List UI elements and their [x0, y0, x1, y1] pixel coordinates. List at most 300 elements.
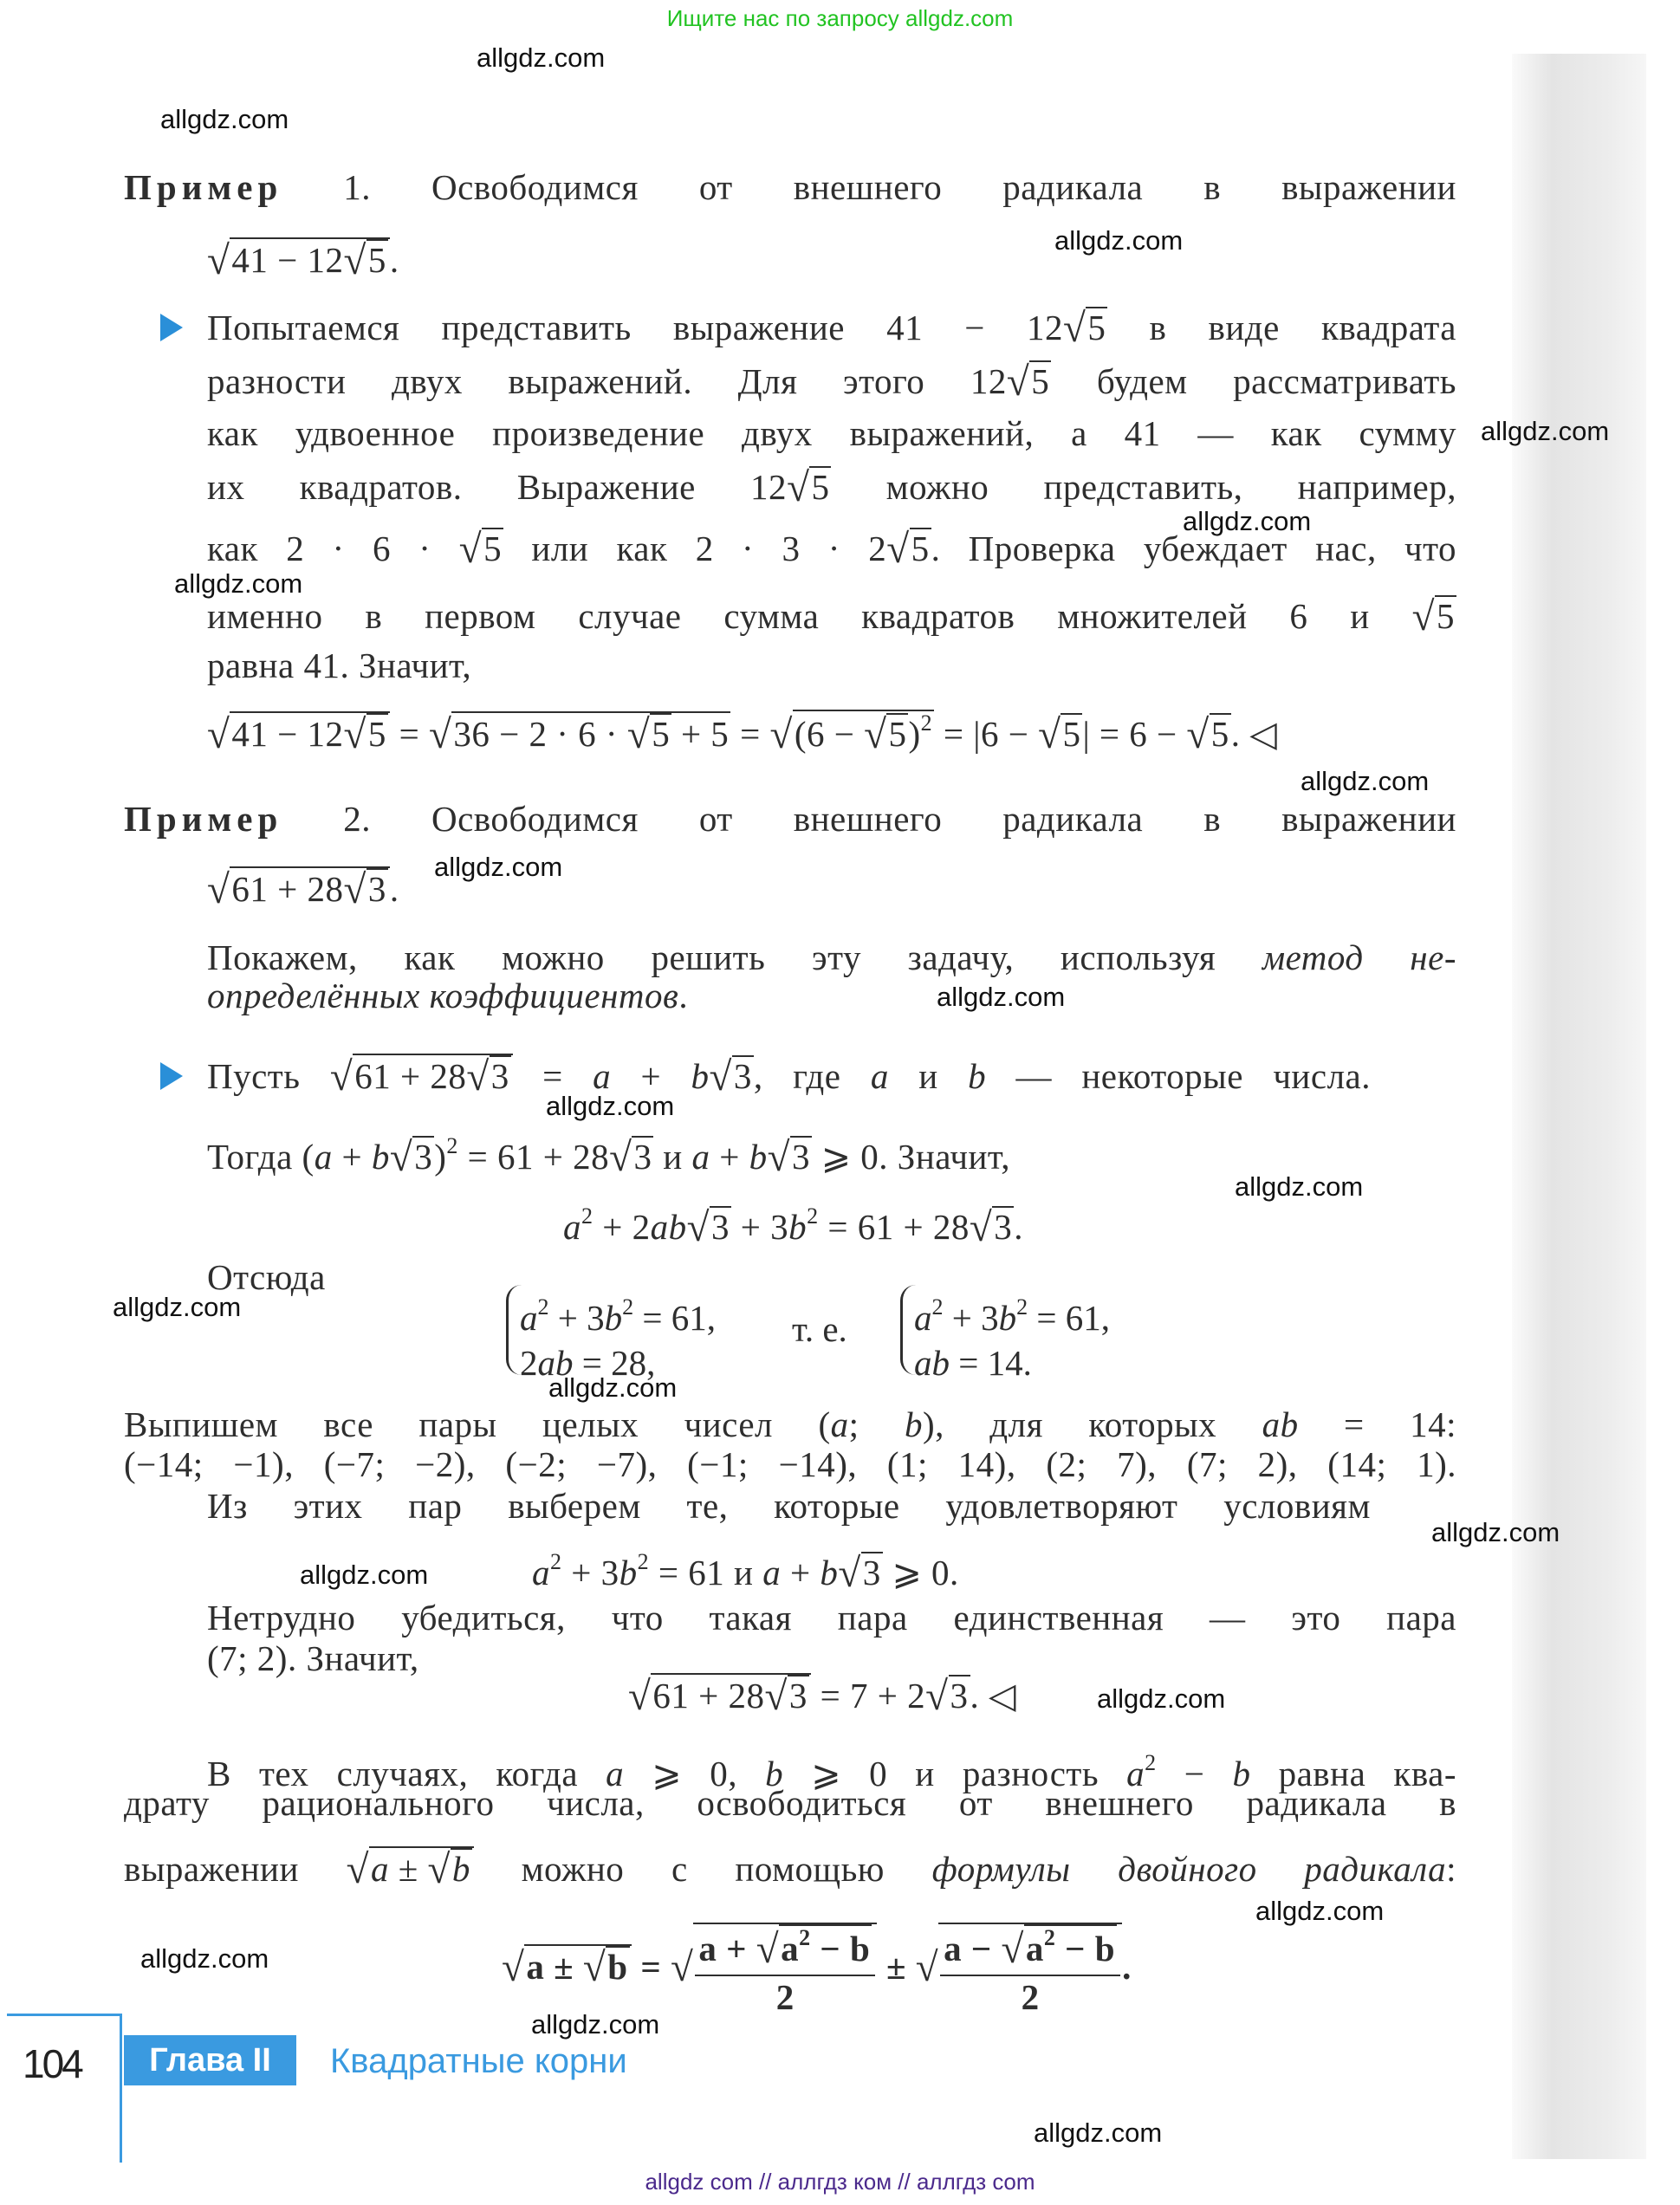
square-root [1063, 303, 1107, 353]
text-run: 5 [1031, 361, 1050, 401]
watermark: allgdz.com [1034, 2117, 1163, 2148]
footer-note: allgdz com // аллгдз ком // аллгдз com [645, 2169, 1035, 2195]
radical-sign-icon: √ [756, 1927, 780, 1972]
text-run: . [389, 240, 399, 280]
text-line [124, 1779, 1456, 1827]
system-equation [914, 1285, 1110, 1340]
text-run: 5 [483, 529, 503, 568]
text-line [207, 710, 1277, 759]
text-run: Из этих пар выберем те, которые удовлетворяют условиям [207, 1486, 1371, 1526]
radical-sign-icon: √ [427, 1847, 451, 1892]
watermark: allgdz.com [160, 104, 289, 134]
text-run: можно представить, например, [831, 467, 1456, 507]
square-root [1002, 1924, 1118, 1973]
square-root [466, 1055, 510, 1100]
radical-sign-icon: √ [207, 867, 230, 912]
text-run: 3 [950, 1676, 969, 1715]
text-run: 3 [733, 1056, 752, 1096]
example-label: Пример [124, 799, 283, 839]
radical-sign-icon: √ [1006, 360, 1030, 405]
italic-term: a [593, 1056, 612, 1096]
text-run: + 3 [548, 1298, 605, 1338]
text-line [207, 865, 399, 914]
text-run: − [1156, 1754, 1233, 1793]
radicand [632, 1136, 653, 1177]
radical-sign-icon: √ [466, 1054, 490, 1099]
radicand [451, 1848, 472, 1889]
square-root [925, 1671, 970, 1721]
radicand [793, 710, 934, 758]
text-run: Отсюда [207, 1257, 326, 1297]
watermark: allgdz.com [1255, 1896, 1385, 1926]
radicand [366, 713, 388, 754]
text-run: Пусть [207, 1056, 330, 1096]
text-run: + 2 [593, 1207, 651, 1247]
text-run: = 28, [573, 1343, 656, 1383]
square-root [207, 865, 390, 914]
square-root [347, 1845, 474, 1894]
system-equation [914, 1340, 1110, 1385]
denominator [776, 1976, 795, 2017]
text-line [207, 303, 1456, 353]
italic-term: b [619, 1553, 638, 1592]
watermark: allgdz.com [1183, 506, 1312, 536]
radicand [1086, 307, 1107, 347]
text-run: : [1446, 1849, 1456, 1889]
fraction [695, 1924, 875, 2017]
radical-sign-icon: √ [886, 527, 910, 572]
text-line [563, 1192, 1023, 1252]
text-run: . [1122, 1946, 1132, 1987]
text-run: = 14: [1298, 1404, 1456, 1444]
square-root [428, 1848, 472, 1893]
radical-sign-icon: √ [969, 1205, 993, 1250]
radicand [230, 866, 390, 913]
text-run: ± [877, 1946, 916, 1987]
radical-sign-icon: √ [329, 1054, 354, 1099]
equation-system-right [900, 1285, 1110, 1385]
radical-sign-icon: √ [207, 712, 230, 757]
text-run: = 61 + 28 [818, 1207, 970, 1247]
square-root [1412, 592, 1456, 641]
watermark: allgdz.com [546, 1091, 675, 1121]
italic-term: b [1232, 1754, 1251, 1793]
italic-term: b [904, 1404, 923, 1444]
text-run: . [1014, 1207, 1023, 1247]
radical-sign-icon: √ [1038, 712, 1061, 757]
exponent: 2 [446, 1133, 458, 1158]
square-root [768, 1132, 812, 1182]
radicand [606, 1946, 629, 1987]
exponent: 2 [1043, 1925, 1056, 1950]
exponent: 2 [537, 1294, 549, 1320]
square-root [207, 710, 390, 759]
text-run: 5 [811, 467, 830, 507]
text-run: = 61 + 28 [457, 1137, 610, 1177]
radicand [412, 1136, 434, 1177]
text-line [532, 1538, 959, 1598]
radical-sign-icon: √ [915, 1944, 939, 1990]
text-run: в виде квадрата [1107, 308, 1456, 347]
text-run: | = 6 − [1082, 714, 1187, 754]
radical-sign-icon: √ [207, 238, 230, 283]
text-run: a [781, 1929, 800, 1968]
radical-sign-icon: √ [1411, 594, 1435, 639]
watermark: allgdz.com [548, 1372, 678, 1403]
square-root [756, 1924, 872, 1973]
text-run: и [888, 1056, 969, 1096]
radical-sign-icon: √ [343, 238, 366, 283]
text-run: = 7 + 2 [810, 1676, 926, 1715]
text-run: 3 [994, 1207, 1013, 1247]
text-run: = 61, [1028, 1298, 1110, 1338]
text-run: 3 [367, 869, 386, 909]
text-run: . [389, 869, 399, 909]
text-run: ) [434, 1137, 447, 1177]
square-root [710, 1052, 754, 1101]
text-run: 41 − 12 [231, 240, 344, 280]
text-line [207, 1122, 1010, 1182]
italic-term: a [563, 1207, 581, 1247]
italic-term: a [532, 1553, 550, 1592]
square-root [769, 710, 934, 759]
text-run: равна ква- [1250, 1754, 1456, 1793]
text-run: + [611, 1056, 691, 1096]
text-run: + [710, 1137, 749, 1177]
text-run: 5 [367, 714, 386, 754]
text-run: . Проверка убеждает нас, что [931, 529, 1456, 568]
exponent: 2 [1016, 1294, 1028, 1320]
italic-term: a [1126, 1754, 1145, 1793]
text-run: 3 [490, 1056, 509, 1096]
radicand [650, 713, 671, 754]
text-run: Тогда ( [207, 1137, 315, 1177]
text-run: ; [848, 1404, 905, 1444]
square-root [429, 710, 730, 759]
square-root [765, 1675, 809, 1720]
italic-term: определённых коэффициентов [207, 976, 679, 1015]
text-run: . ◁ [1230, 714, 1278, 754]
radicand [938, 1923, 1122, 2017]
text-run: 2 [520, 1343, 538, 1383]
radicand [790, 1136, 812, 1177]
text-line [207, 463, 1456, 512]
text-run: a [1025, 1929, 1044, 1968]
radical-sign-icon: √ [429, 712, 452, 757]
text-run: 3 [788, 1676, 808, 1715]
radicand [809, 466, 831, 507]
watermark: allgdz.com [1301, 766, 1430, 796]
watermark: allgdz.com [937, 982, 1066, 1012]
brace-icon [900, 1285, 917, 1375]
radicand [230, 237, 390, 284]
watermark: allgdz.com [300, 1560, 429, 1590]
italic-term: b [371, 1137, 390, 1177]
square-root [628, 1671, 811, 1721]
radicand [353, 1054, 513, 1100]
radical-sign-icon: √ [343, 867, 366, 912]
footer-rule [7, 2014, 121, 2016]
text-run: = |6 − [934, 714, 1039, 754]
exponent: 2 [550, 1549, 562, 1574]
text-run: . [678, 976, 689, 1015]
radical-sign-icon: √ [458, 527, 483, 572]
text-line [207, 1052, 1371, 1101]
square-root [583, 1946, 630, 1991]
square-root [502, 1923, 632, 2011]
example-label: Пример [124, 167, 283, 207]
text-run: ), для которых [922, 1404, 1262, 1444]
text-run: Попытаемся представить выражение 41 − 12 [207, 308, 1063, 347]
text-run: как удвоенное произведение двух выражений, а 41 — как сумму [207, 413, 1456, 453]
italic-term: b [788, 1207, 808, 1247]
exponent: 2 [581, 1203, 594, 1229]
text-run: и [653, 1137, 692, 1177]
text-run: (6 − [794, 714, 865, 754]
text-line [207, 592, 1456, 641]
square-root [787, 463, 831, 512]
square-root [864, 713, 908, 758]
square-root [1007, 357, 1051, 406]
radical-sign-icon: √ [670, 1944, 694, 1990]
text-run: = [389, 714, 429, 754]
equation-system-left [506, 1285, 716, 1385]
numerator [940, 1924, 1120, 1976]
italic-term: a [830, 1404, 849, 1444]
text-run: 2. Освободимся от внешнего радикала в выражении [282, 799, 1456, 839]
italic-term: b [998, 1298, 1017, 1338]
square-root [1186, 710, 1230, 759]
italic-term: метод не- [1262, 937, 1456, 977]
radicand [1435, 595, 1456, 636]
italic-term: a [762, 1553, 782, 1592]
watermark: allgdz.com [531, 2009, 660, 2040]
text-run: 3 [711, 1207, 730, 1247]
italic-term: a [870, 1056, 889, 1096]
text-run: a ± [526, 1946, 583, 1987]
text-run: = [631, 1946, 671, 1987]
header-note: Ищите нас по запросу allgdz.com [666, 5, 1014, 31]
text-run: будем рассматривать [1051, 361, 1457, 401]
radical-sign-icon: √ [864, 712, 887, 757]
square-root [916, 1923, 1122, 2017]
page-number: 104 [23, 2041, 81, 2086]
solution-start-marker-icon [160, 1062, 183, 1090]
radicand [369, 1846, 474, 1893]
text-run: Нетрудно убедиться, что такая пара единственная — это пара [207, 1598, 1456, 1638]
radical-sign-icon: √ [502, 1944, 525, 1990]
text-run: 5 [1062, 714, 1081, 754]
watermark: allgdz.com [1235, 1171, 1364, 1202]
text-run: ⩾ 0. [882, 1553, 959, 1592]
text-run: 3 [862, 1553, 881, 1592]
text-run: ⩾ 0. Значит, [811, 1137, 1010, 1177]
watermark: allgdz.com [174, 568, 303, 599]
italic-term: ab [537, 1343, 574, 1383]
square-root [609, 1132, 653, 1182]
radical-sign-icon: √ [767, 1135, 790, 1180]
radicand [732, 1055, 754, 1096]
text-run: 1. Освободимся от внешнего радикала в выражении [282, 167, 1456, 207]
text-run: 36 − 2 · 6 · [453, 714, 627, 754]
text-run: 41 − 12 [231, 714, 344, 754]
text-run: 61 + 28 [354, 1056, 467, 1096]
text-line [628, 1671, 1016, 1721]
text-run: 61 + 28 [231, 869, 344, 909]
text-run: 5 [1210, 714, 1229, 754]
italic-term: ab [1262, 1404, 1299, 1444]
text-run: = 14. [950, 1343, 1032, 1383]
italic-term: формулы двойного радикала [931, 1849, 1447, 1889]
text-run: + 3 [561, 1553, 619, 1592]
radical-sign-icon: √ [609, 1135, 632, 1180]
watermark: allgdz.com [1431, 1517, 1560, 1547]
text-run: как 2 · 6 · [207, 529, 459, 568]
text-run: выражении [124, 1849, 347, 1889]
radical-sign-icon: √ [1186, 712, 1210, 757]
italic-term: a [314, 1137, 333, 1177]
square-root [459, 524, 503, 574]
italic-term: a [371, 1849, 389, 1889]
text-run: ⩾ 0, [624, 1754, 766, 1793]
text-run: 5 [888, 714, 907, 754]
radicand [1029, 360, 1051, 401]
radical-sign-icon: √ [346, 1847, 369, 1892]
radicand [949, 1675, 970, 1715]
watermark: allgdz.com [1481, 416, 1610, 446]
text-run: их квадратов. Выражение 12 [207, 467, 788, 507]
italic-term: a [606, 1754, 625, 1793]
text-run: (−14; −1), (−7; −2), (−2; −7), (−1; −14), (1; 14), (2; 7), (7; 2), (14; 1). [124, 1444, 1456, 1484]
square-root [886, 524, 931, 574]
text-line [207, 1482, 1371, 1530]
text-line [207, 971, 688, 1020]
radical-sign-icon: √ [1063, 306, 1086, 351]
radicand [992, 1206, 1014, 1247]
text-run: разности двух выражений. Для этого 12 [207, 361, 1007, 401]
numerator [695, 1924, 875, 1976]
italic-term: a [691, 1137, 710, 1177]
text-run: 61 + 28 [652, 1676, 765, 1715]
square-root [344, 239, 388, 284]
text-run: 3 [414, 1137, 433, 1177]
text-line [207, 357, 1456, 406]
radical-sign-icon: √ [838, 1551, 861, 1596]
text-line [124, 1845, 1456, 1894]
square-root [330, 1052, 513, 1101]
square-root [838, 1548, 882, 1598]
system-equation [520, 1285, 716, 1340]
radicand [1024, 1924, 1117, 1968]
exponent: 2 [1145, 1750, 1157, 1775]
square-root [687, 1203, 731, 1252]
radicand [779, 1924, 872, 1968]
chapter-title: Квадратные корни [330, 2042, 627, 2080]
radicand [861, 1552, 883, 1592]
square-root [390, 1132, 434, 1182]
radicand [788, 1675, 809, 1715]
radical-sign-icon: √ [389, 1135, 413, 1180]
text-run: a + [698, 1929, 756, 1968]
text-run: + 3 [943, 1298, 999, 1338]
text-line [124, 163, 1456, 211]
text-line [207, 1634, 419, 1683]
square-root [671, 1923, 877, 2017]
text-run: 2 [775, 1976, 795, 2017]
watermark: allgdz.com [113, 1292, 242, 1322]
denominator [1022, 1976, 1040, 2017]
text-line [207, 236, 399, 285]
exponent: 2 [622, 1294, 634, 1320]
radical-sign-icon: √ [686, 1205, 710, 1250]
exponent: 2 [807, 1203, 819, 1229]
square-root [1038, 710, 1082, 759]
square-root [344, 713, 388, 758]
watermark: allgdz.com [477, 42, 606, 73]
radical-sign-icon: √ [1001, 1927, 1024, 1972]
square-root [627, 713, 671, 758]
text-run: 3 [791, 1137, 810, 1177]
text-line [502, 1923, 1132, 2017]
radical-sign-icon: √ [769, 712, 793, 757]
text-run: . ◁ [970, 1676, 1017, 1715]
text-run: + [781, 1553, 821, 1592]
italic-term: a [520, 1298, 538, 1338]
text-run: = 61 и [649, 1553, 763, 1592]
text-line [124, 794, 1456, 843]
exponent: 2 [931, 1294, 944, 1320]
text-run: равна 41. Значит, [207, 645, 472, 685]
italic-term: b [604, 1298, 623, 1338]
text-run: — некоторые числа. [986, 1056, 1371, 1096]
radical-sign-icon: √ [582, 1944, 606, 1990]
text-run: , где [753, 1056, 871, 1096]
italic-term: b [749, 1137, 768, 1177]
text-run: именно в первом случае сумма квадратов множителей 6 и [207, 596, 1412, 636]
italic-term: ab [650, 1207, 687, 1247]
italic-term: b [820, 1553, 839, 1592]
radical-sign-icon: √ [787, 465, 810, 510]
exponent: 2 [920, 710, 933, 736]
text-run: можно с помощью [473, 1849, 932, 1889]
radicand [490, 1055, 511, 1096]
exponent: 2 [637, 1549, 650, 1574]
italic-term: b [691, 1056, 710, 1096]
text-run: драту рационального числа, освободиться от внешнего радикала в [124, 1783, 1456, 1823]
text-run: 5 [1437, 596, 1455, 636]
text-run: = [730, 714, 770, 754]
text-run: a − [944, 1929, 1002, 1968]
square-root [344, 868, 388, 913]
text-run: 5 [1087, 308, 1106, 347]
radicand [910, 528, 931, 568]
radicand [366, 239, 388, 280]
text-run: Выпишем все пары целых чисел ( [124, 1404, 831, 1444]
italic-term: b [451, 1849, 470, 1889]
radical-sign-icon: √ [628, 1674, 652, 1719]
radicand [366, 868, 388, 909]
page-gutter-shadow [1512, 54, 1646, 2159]
radical-sign-icon: √ [709, 1054, 732, 1099]
radicand [451, 711, 730, 758]
text-run: − b [810, 1929, 871, 1968]
fraction [940, 1924, 1120, 2017]
text-run: ± [389, 1849, 428, 1889]
square-root [970, 1203, 1014, 1252]
text-run: 2 [1021, 1976, 1040, 2017]
text-run: 5 [911, 529, 930, 568]
text-line [207, 409, 1456, 457]
